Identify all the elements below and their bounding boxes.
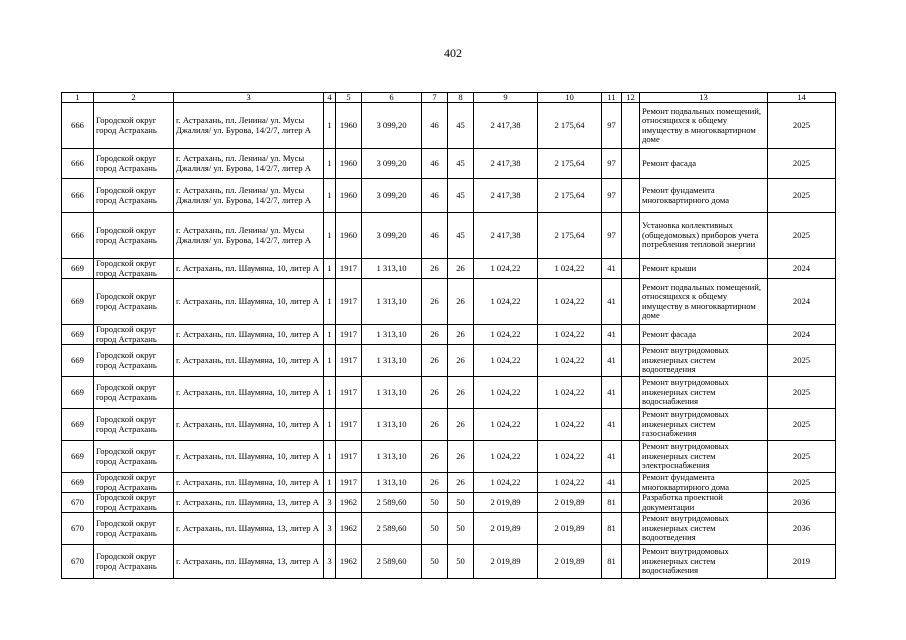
area-residential-cell: 1 024,22 [474, 345, 538, 377]
work-type-cell: Ремонт внутридомовых инженерных систем электроснабжения [640, 441, 768, 473]
table-row [62, 179, 836, 213]
column-number-cell: 6 [362, 93, 422, 103]
living-area-b-cell: 26 [448, 279, 474, 325]
total-area-cell: 1 313,10 [362, 325, 422, 345]
table-row [62, 103, 836, 149]
table-row [62, 149, 836, 179]
area-residential-cell: 2 019,89 [474, 513, 538, 545]
residents-count-cell: 97 [602, 179, 622, 213]
residents-count-cell: 81 [602, 493, 622, 513]
area-residential-cell: 1 024,22 [474, 377, 538, 409]
extra-col-cell [622, 441, 640, 473]
municipality-cell: Городской округ город Астрахань [94, 259, 174, 279]
address-cell: г. Астрахань, пл. Шаумяна, 10, литер А [174, 409, 324, 441]
object-number-cell: 669 [62, 259, 94, 279]
planned-year-cell: 2036 [768, 513, 836, 545]
living-area-b-cell: 50 [448, 513, 474, 545]
extra-col-cell [622, 149, 640, 179]
living-area-b-cell: 26 [448, 345, 474, 377]
planned-year-cell: 2025 [768, 149, 836, 179]
total-area-cell: 1 313,10 [362, 345, 422, 377]
column-number-cell: 12 [622, 93, 640, 103]
municipality-cell: Городской округ город Астрахань [94, 345, 174, 377]
work-type-cell: Ремонт фасада [640, 149, 768, 179]
living-area-a-cell: 26 [422, 409, 448, 441]
area-owned-cell: 1 024,22 [538, 279, 602, 325]
living-area-a-cell: 26 [422, 441, 448, 473]
planned-year-cell: 2024 [768, 325, 836, 345]
building-type-cell: 1 [324, 325, 336, 345]
area-residential-cell: 2 417,38 [474, 179, 538, 213]
address-cell: г. Астрахань, пл. Шаумяна, 10, литер А [174, 441, 324, 473]
year-built-cell: 1917 [336, 441, 362, 473]
column-number-cell: 3 [174, 93, 324, 103]
column-number-cell: 10 [538, 93, 602, 103]
address-cell: г. Астрахань, пл. Ленина/ ул. Мусы Джалиля/ ул. Бурова, 14/2/7, литер А [174, 179, 324, 213]
extra-col-cell [622, 179, 640, 213]
planned-year-cell: 2019 [768, 545, 836, 579]
extra-col-cell [622, 213, 640, 259]
living-area-b-cell: 50 [448, 493, 474, 513]
column-number-cell: 13 [640, 93, 768, 103]
planned-year-cell: 2025 [768, 213, 836, 259]
object-number-cell: 666 [62, 179, 94, 213]
column-number-cell: 5 [336, 93, 362, 103]
residents-count-cell: 81 [602, 545, 622, 579]
object-number-cell: 669 [62, 325, 94, 345]
year-built-cell: 1960 [336, 149, 362, 179]
table-row [62, 513, 836, 545]
municipality-cell: Городской округ город Астрахань [94, 279, 174, 325]
extra-col-cell [622, 473, 640, 493]
living-area-b-cell: 45 [448, 103, 474, 149]
total-area-cell: 1 313,10 [362, 259, 422, 279]
municipality-cell: Городской округ город Астрахань [94, 409, 174, 441]
area-owned-cell: 2 175,64 [538, 103, 602, 149]
municipality-cell: Городской округ город Астрахань [94, 441, 174, 473]
living-area-b-cell: 26 [448, 409, 474, 441]
work-type-cell: Ремонт внутридомовых инженерных систем водоотведения [640, 513, 768, 545]
municipality-cell: Городской округ город Астрахань [94, 149, 174, 179]
living-area-a-cell: 46 [422, 179, 448, 213]
year-built-cell: 1960 [336, 213, 362, 259]
living-area-a-cell: 50 [422, 545, 448, 579]
area-owned-cell: 1 024,22 [538, 473, 602, 493]
living-area-b-cell: 50 [448, 545, 474, 579]
planned-year-cell: 2025 [768, 473, 836, 493]
building-type-cell: 1 [324, 259, 336, 279]
living-area-b-cell: 45 [448, 149, 474, 179]
year-built-cell: 1917 [336, 377, 362, 409]
address-cell: г. Астрахань, пл. Ленина/ ул. Мусы Джалиля/ ул. Бурова, 14/2/7, литер А [174, 103, 324, 149]
area-residential-cell: 2 417,38 [474, 103, 538, 149]
municipality-cell: Городской округ город Астрахань [94, 493, 174, 513]
planned-year-cell: 2025 [768, 377, 836, 409]
object-number-cell: 670 [62, 493, 94, 513]
total-area-cell: 1 313,10 [362, 409, 422, 441]
object-number-cell: 666 [62, 103, 94, 149]
area-owned-cell: 2 175,64 [538, 179, 602, 213]
object-number-cell: 670 [62, 513, 94, 545]
extra-col-cell [622, 377, 640, 409]
column-number-cell: 14 [768, 93, 836, 103]
area-owned-cell: 2 019,89 [538, 493, 602, 513]
object-number-cell: 669 [62, 377, 94, 409]
living-area-a-cell: 26 [422, 377, 448, 409]
extra-col-cell [622, 279, 640, 325]
residents-count-cell: 41 [602, 409, 622, 441]
total-area-cell: 3 099,20 [362, 149, 422, 179]
table-body [62, 103, 836, 579]
address-cell: г. Астрахань, пл. Шаумяна, 10, литер А [174, 377, 324, 409]
building-type-cell: 1 [324, 179, 336, 213]
total-area-cell: 3 099,20 [362, 213, 422, 259]
table-row [62, 213, 836, 259]
table-row [62, 279, 836, 325]
work-type-cell: Ремонт внутридомовых инженерных систем газоснабжения [640, 409, 768, 441]
extra-col-cell [622, 545, 640, 579]
total-area-cell: 3 099,20 [362, 179, 422, 213]
municipality-cell: Городской округ город Астрахань [94, 213, 174, 259]
object-number-cell: 666 [62, 213, 94, 259]
building-type-cell: 1 [324, 441, 336, 473]
address-cell: г. Астрахань, пл. Шаумяна, 10, литер А [174, 473, 324, 493]
planned-year-cell: 2025 [768, 345, 836, 377]
work-type-cell: Ремонт подвальных помещений, относящихся к общему имуществу в многоквартирном доме [640, 103, 768, 149]
planned-year-cell: 2025 [768, 179, 836, 213]
living-area-b-cell: 26 [448, 259, 474, 279]
address-cell: г. Астрахань, пл. Ленина/ ул. Мусы Джалиля/ ул. Бурова, 14/2/7, литер А [174, 149, 324, 179]
living-area-b-cell: 26 [448, 441, 474, 473]
building-type-cell: 1 [324, 409, 336, 441]
area-owned-cell: 2 175,64 [538, 213, 602, 259]
area-owned-cell: 1 024,22 [538, 259, 602, 279]
work-type-cell: Ремонт подвальных помещений, относящихся к общему имуществу в многоквартирном доме [640, 279, 768, 325]
total-area-cell: 2 589,60 [362, 545, 422, 579]
column-number-cell: 2 [94, 93, 174, 103]
object-number-cell: 670 [62, 545, 94, 579]
living-area-a-cell: 50 [422, 513, 448, 545]
table-row [62, 259, 836, 279]
planned-year-cell: 2024 [768, 279, 836, 325]
living-area-a-cell: 46 [422, 213, 448, 259]
municipality-cell: Городской округ город Астрахань [94, 513, 174, 545]
column-number-cell: 9 [474, 93, 538, 103]
area-residential-cell: 2 417,38 [474, 213, 538, 259]
year-built-cell: 1917 [336, 409, 362, 441]
address-cell: г. Астрахань, пл. Шаумяна, 10, литер А [174, 279, 324, 325]
residents-count-cell: 97 [602, 213, 622, 259]
year-built-cell: 1917 [336, 279, 362, 325]
column-number-cell: 1 [62, 93, 94, 103]
address-cell: г. Астрахань, пл. Шаумяна, 13, литер А [174, 513, 324, 545]
residents-count-cell: 97 [602, 103, 622, 149]
year-built-cell: 1917 [336, 259, 362, 279]
work-type-cell: Ремонт крыши [640, 259, 768, 279]
year-built-cell: 1962 [336, 493, 362, 513]
capital-repair-table [61, 92, 836, 579]
table-row [62, 473, 836, 493]
table-row [62, 345, 836, 377]
work-type-cell: Ремонт внутридомовых инженерных систем водоснабжения [640, 545, 768, 579]
extra-col-cell [622, 409, 640, 441]
address-cell: г. Астрахань, пл. Шаумяна, 13, литер А [174, 493, 324, 513]
extra-col-cell [622, 345, 640, 377]
area-owned-cell: 2 175,64 [538, 149, 602, 179]
building-type-cell: 3 [324, 493, 336, 513]
object-number-cell: 669 [62, 409, 94, 441]
object-number-cell: 669 [62, 441, 94, 473]
area-owned-cell: 1 024,22 [538, 409, 602, 441]
living-area-a-cell: 26 [422, 473, 448, 493]
extra-col-cell [622, 493, 640, 513]
residents-count-cell: 97 [602, 149, 622, 179]
building-type-cell: 3 [324, 513, 336, 545]
area-residential-cell: 1 024,22 [474, 325, 538, 345]
column-number-cell: 11 [602, 93, 622, 103]
living-area-a-cell: 26 [422, 345, 448, 377]
residents-count-cell: 41 [602, 345, 622, 377]
page-number: 402 [444, 46, 462, 60]
object-number-cell: 669 [62, 345, 94, 377]
residents-count-cell: 41 [602, 325, 622, 345]
total-area-cell: 3 099,20 [362, 103, 422, 149]
area-owned-cell: 2 019,89 [538, 545, 602, 579]
building-type-cell: 3 [324, 545, 336, 579]
planned-year-cell: 2025 [768, 441, 836, 473]
year-built-cell: 1917 [336, 325, 362, 345]
planned-year-cell: 2024 [768, 259, 836, 279]
year-built-cell: 1962 [336, 545, 362, 579]
extra-col-cell [622, 513, 640, 545]
area-residential-cell: 1 024,22 [474, 259, 538, 279]
area-residential-cell: 1 024,22 [474, 441, 538, 473]
work-type-cell: Ремонт внутридомовых инженерных систем водоотведения [640, 345, 768, 377]
area-owned-cell: 1 024,22 [538, 441, 602, 473]
table-row [62, 377, 836, 409]
planned-year-cell: 2025 [768, 409, 836, 441]
address-cell: г. Астрахань, пл. Ленина/ ул. Мусы Джалиля/ ул. Бурова, 14/2/7, литер А [174, 213, 324, 259]
area-residential-cell: 2 417,38 [474, 149, 538, 179]
total-area-cell: 2 589,60 [362, 493, 422, 513]
column-number-row [62, 93, 836, 103]
building-type-cell: 1 [324, 149, 336, 179]
work-type-cell: Разработка проектной документации [640, 493, 768, 513]
work-type-cell: Ремонт фундамента многоквартирного дома [640, 473, 768, 493]
building-type-cell: 1 [324, 377, 336, 409]
planned-year-cell: 2025 [768, 103, 836, 149]
building-type-cell: 1 [324, 279, 336, 325]
living-area-b-cell: 26 [448, 377, 474, 409]
municipality-cell: Городской округ город Астрахань [94, 377, 174, 409]
address-cell: г. Астрахань, пл. Шаумяна, 10, литер А [174, 345, 324, 377]
area-residential-cell: 1 024,22 [474, 473, 538, 493]
living-area-a-cell: 46 [422, 103, 448, 149]
table-row [62, 441, 836, 473]
column-number-cell: 7 [422, 93, 448, 103]
extra-col-cell [622, 325, 640, 345]
municipality-cell: Городской округ город Астрахань [94, 103, 174, 149]
residents-count-cell: 41 [602, 441, 622, 473]
area-owned-cell: 1 024,22 [538, 377, 602, 409]
extra-col-cell [622, 103, 640, 149]
total-area-cell: 1 313,10 [362, 441, 422, 473]
living-area-a-cell: 26 [422, 279, 448, 325]
year-built-cell: 1960 [336, 103, 362, 149]
address-cell: г. Астрахань, пл. Шаумяна, 10, литер А [174, 259, 324, 279]
area-owned-cell: 2 019,89 [538, 513, 602, 545]
municipality-cell: Городской округ город Астрахань [94, 545, 174, 579]
area-owned-cell: 1 024,22 [538, 345, 602, 377]
object-number-cell: 669 [62, 279, 94, 325]
table-row [62, 409, 836, 441]
building-type-cell: 1 [324, 473, 336, 493]
object-number-cell: 669 [62, 473, 94, 493]
column-number-cell: 4 [324, 93, 336, 103]
area-residential-cell: 2 019,89 [474, 493, 538, 513]
total-area-cell: 1 313,10 [362, 279, 422, 325]
living-area-a-cell: 50 [422, 493, 448, 513]
address-cell: г. Астрахань, пл. Шаумяна, 10, литер А [174, 325, 324, 345]
year-built-cell: 1962 [336, 513, 362, 545]
table-row [62, 493, 836, 513]
area-owned-cell: 1 024,22 [538, 325, 602, 345]
residents-count-cell: 41 [602, 279, 622, 325]
total-area-cell: 2 589,60 [362, 513, 422, 545]
building-type-cell: 1 [324, 103, 336, 149]
year-built-cell: 1917 [336, 473, 362, 493]
area-residential-cell: 2 019,89 [474, 545, 538, 579]
residents-count-cell: 41 [602, 377, 622, 409]
column-number-cell: 8 [448, 93, 474, 103]
work-type-cell: Ремонт внутридомовых инженерных систем водоснабжения [640, 377, 768, 409]
living-area-b-cell: 26 [448, 473, 474, 493]
building-type-cell: 1 [324, 213, 336, 259]
work-type-cell: Ремонт фундамента многоквартирного дома [640, 179, 768, 213]
year-built-cell: 1960 [336, 179, 362, 213]
work-type-cell: Ремонт фасада [640, 325, 768, 345]
total-area-cell: 1 313,10 [362, 473, 422, 493]
living-area-b-cell: 26 [448, 325, 474, 345]
address-cell: г. Астрахань, пл. Шаумяна, 13, литер А [174, 545, 324, 579]
residents-count-cell: 41 [602, 259, 622, 279]
building-type-cell: 1 [324, 345, 336, 377]
table-row [62, 545, 836, 579]
area-residential-cell: 1 024,22 [474, 409, 538, 441]
year-built-cell: 1917 [336, 345, 362, 377]
work-type-cell: Установка коллективных (общедомовых) приборов учета потребления тепловой энергии [640, 213, 768, 259]
residents-count-cell: 41 [602, 473, 622, 493]
table-row [62, 325, 836, 345]
object-number-cell: 666 [62, 149, 94, 179]
living-area-a-cell: 26 [422, 259, 448, 279]
living-area-b-cell: 45 [448, 213, 474, 259]
area-residential-cell: 1 024,22 [474, 279, 538, 325]
extra-col-cell [622, 259, 640, 279]
municipality-cell: Городской округ город Астрахань [94, 473, 174, 493]
living-area-b-cell: 45 [448, 179, 474, 213]
living-area-a-cell: 26 [422, 325, 448, 345]
living-area-a-cell: 46 [422, 149, 448, 179]
planned-year-cell: 2036 [768, 493, 836, 513]
municipality-cell: Городской округ город Астрахань [94, 325, 174, 345]
municipality-cell: Городской округ город Астрахань [94, 179, 174, 213]
residents-count-cell: 81 [602, 513, 622, 545]
total-area-cell: 1 313,10 [362, 377, 422, 409]
